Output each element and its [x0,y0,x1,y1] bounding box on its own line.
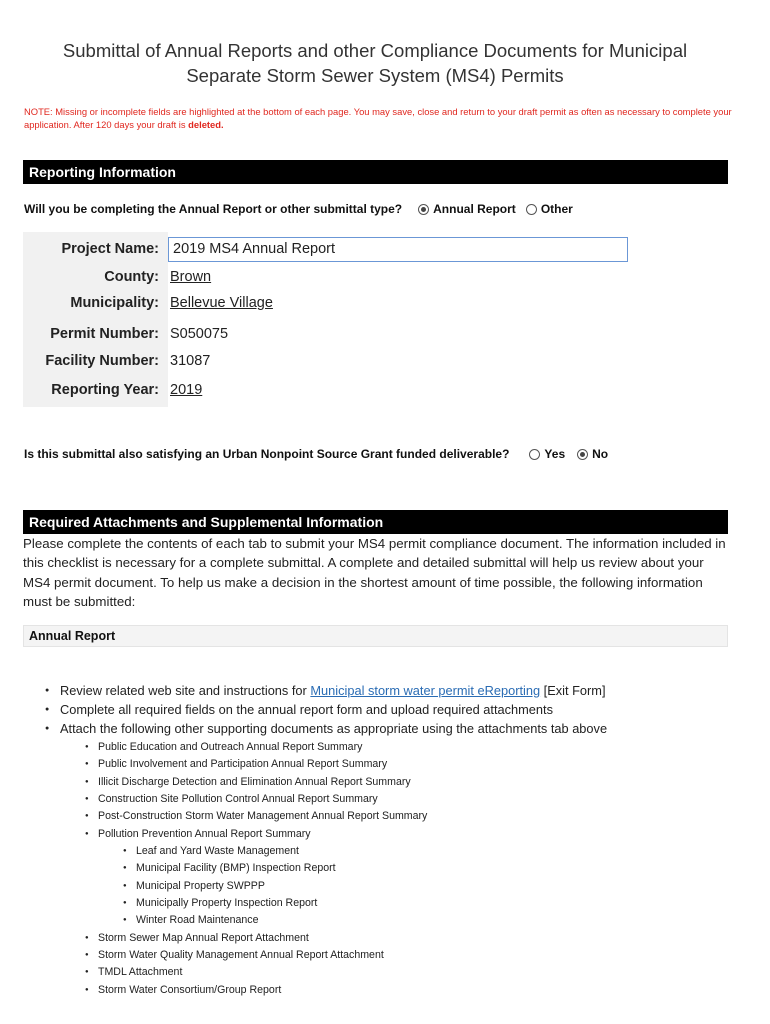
title-line-1: Submittal of Annual Reports and other Compliance Documents for Municipal [62,40,688,61]
eReporting-link[interactable]: Municipal storm water permit eReporting [310,683,541,698]
pollution-prevention-label: Pollution Prevention Annual Report Summary [98,827,311,840]
note-text: NOTE: Missing or incomplete fields are highlighted at the bottom of each page. You may save, close and return to your draft permit as often as necessary to complete your application. After 120 days your draft is [24,106,732,130]
grant-yes-label: Yes [544,447,566,461]
annual-report-radio[interactable] [418,204,429,215]
project-name-input[interactable]: 2019 MS4 Annual Report [168,237,628,262]
list-item: ● TMDL Attachment [85,964,685,981]
municipality-label: Municipality: [70,295,159,311]
draft-note [24,105,734,131]
list-item: ● Attach the following other supporting documents as appropriate using the attachments tab above [45,719,735,738]
list-item: ● Storm Sewer Map Annual Report Attachment [85,930,685,947]
list-item: ● Illicit Discharge Detection and Elimination Annual Report Summary [85,774,685,791]
annual-report-heading: Annual Report [23,625,728,647]
other-option[interactable] [526,202,573,216]
project-name-label: Project Name: [61,241,159,257]
list-item: ● Municipal Facility (BMP) Inspection Report [123,860,685,877]
submittal-type-question [24,202,573,216]
instruction-list [45,681,735,738]
instructions-paragraph: Please complete the contents of each tab to submit your MS4 permit compliance document. The information included in this checklist is necessary for a complete submittal. A complete and detailed submittal will help us review about your MS4 permit document. To help us make a decision in the shortest amount of time possible, the following information must be submitted: [23,536,726,609]
list-item: ● Leaf and Yard Waste Management [123,843,685,860]
municipality-value[interactable]: Bellevue Village [170,295,273,311]
reporting-information-header: Reporting Information [23,160,728,184]
list-item: ● Storm Water Quality Management Annual Report Attachment [85,947,685,964]
project-name-row [23,237,643,261]
list-item: ● Public Education and Outreach Annual Report Summary [85,739,685,756]
facility-number-label: Facility Number: [45,353,159,369]
pollution-prevention-sublist [123,843,685,930]
list-item: ● Municipal Property SWPPP [123,878,685,895]
list-item: ● Post-Construction Storm Water Management Annual Report Summary [85,808,685,825]
other-option-label: Other [540,202,573,216]
grant-no-label: No [592,447,609,461]
permit-number-label: Permit Number: [50,326,159,342]
facility-number-row [23,349,643,373]
bullet1-suffix: [Exit Form] [540,683,606,698]
grant-question-label: Is this submittal also satisfying an Urban Nonpoint Source Grant funded deliverable? [24,447,510,461]
list-item: ● Storm Water Consortium/Group Report [85,982,685,999]
list-item: ● Winter Road Maintenance [123,912,685,929]
annual-report-option-label: Annual Report [433,202,516,216]
submittal-type-label: Will you be completing the Annual Report or other submittal type? [24,202,403,216]
bullet1-prefix: Review related web site and instructions for [60,683,311,698]
list-item: ● Public Involvement and Participation Annual Report Summary [85,756,685,773]
grant-yes-radio[interactable] [529,449,540,460]
note-bold: deleted. [188,119,224,130]
annual-report-option[interactable] [418,202,516,216]
permit-number-value: S050075 [170,326,229,342]
reporting-year-row [23,378,643,402]
title-line-2: Separate Storm Sewer System (MS4) Permits [186,65,564,86]
list-item: ● Construction Site Pollution Control Annual Report Summary [85,791,685,808]
county-label: County: [104,269,159,285]
list-item [85,826,685,930]
page-title [20,38,730,88]
grant-no-option[interactable] [577,447,608,461]
supporting-documents-list [85,739,685,999]
municipality-row [23,291,643,315]
other-radio[interactable] [526,204,537,215]
permit-number-row [23,322,643,346]
reporting-year-value[interactable]: 2019 [170,382,203,398]
reporting-year-label: Reporting Year: [51,382,159,398]
required-attachments-header: Required Attachments and Supplemental Information [23,510,728,534]
list-item: ● Complete all required fields on the annual report form and upload required attachments [45,700,735,719]
grant-question [24,447,608,461]
grant-yes-option[interactable] [529,447,565,461]
list-item [45,681,735,700]
county-row [23,265,643,289]
facility-number-value: 31087 [170,353,211,369]
list-item: ● Municipally Property Inspection Report [123,895,685,912]
grant-no-radio[interactable] [577,449,588,460]
county-value[interactable]: Brown [170,269,212,285]
